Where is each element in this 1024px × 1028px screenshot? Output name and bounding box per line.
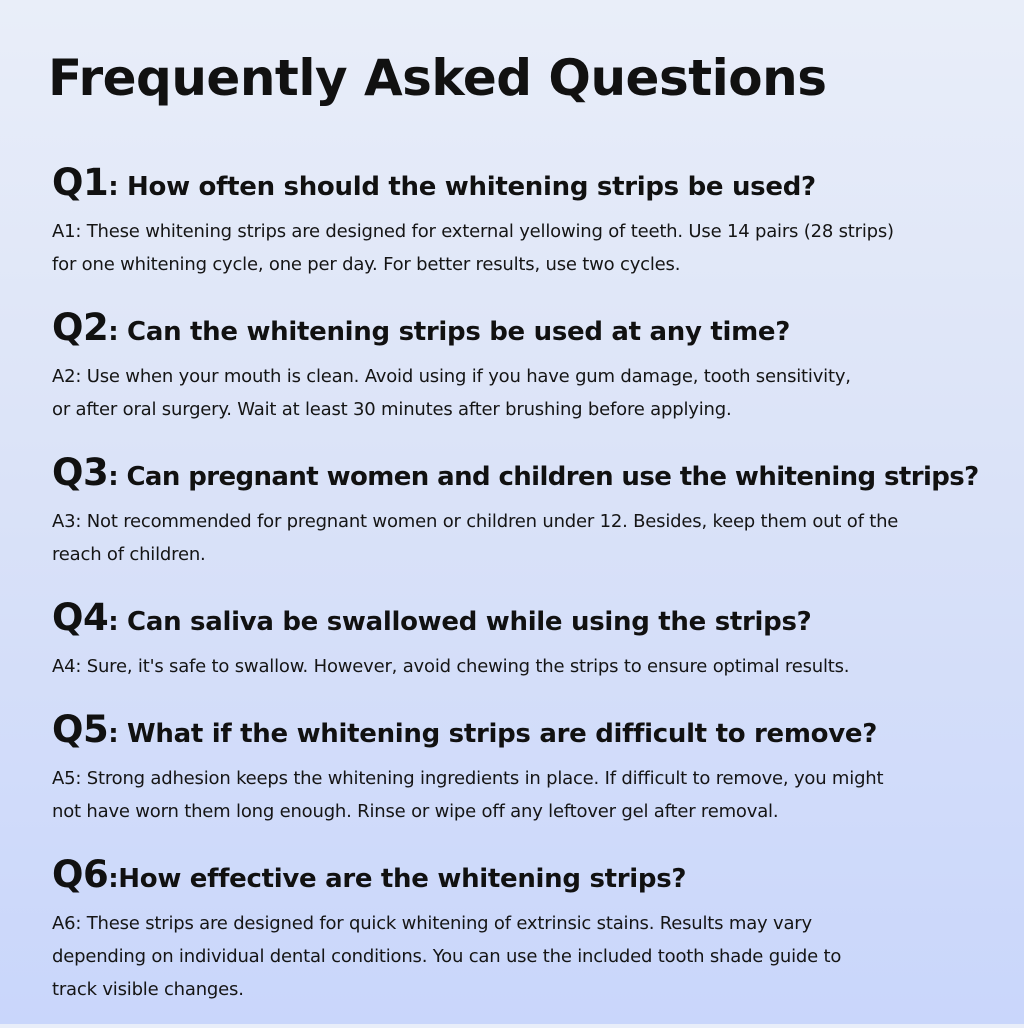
faq-item-6: [52, 850, 992, 1006]
faq-list: [52, 158, 992, 1028]
faq-answer-line: not have worn them long enough. Rinse or wipe off any leftover gel after removal.: [52, 801, 779, 822]
faq-answer-line: track visible changes.: [52, 979, 244, 1000]
question-text: : Can pregnant women and children use the whitening strips?: [108, 462, 979, 492]
faq-answer-line: A1: These whitening strips are designed for external yellowing of teeth. Use 14 pairs (28 strips): [52, 221, 894, 242]
faq-answer-line: A6: These strips are designed for quick whitening of extrinsic stains. Results may vary: [52, 913, 812, 934]
question-text: : How often should the whitening strips be used?: [108, 172, 816, 202]
faq-item-3: [52, 448, 992, 571]
question-text: : What if the whitening strips are difficult to remove?: [108, 719, 877, 749]
question-text: : Can the whitening strips be used at any time?: [108, 317, 791, 347]
faq-answer-line: A4: Sure, it's safe to swallow. However, avoid chewing the strips to ensure optimal results.: [52, 656, 850, 677]
faq-answer-line: or after oral surgery. Wait at least 30 minutes after brushing before applying.: [52, 399, 732, 420]
faq-item-1: [52, 158, 992, 281]
faq-answer-line: reach of children.: [52, 544, 206, 565]
faq-question-5: [52, 705, 992, 762]
faq-answer-line: A3: Not recommended for pregnant women or children under 12. Besides, keep them out of the: [52, 511, 899, 532]
question-number: Q6: [52, 853, 109, 896]
faq-answer-line: for one whitening cycle, one per day. For better results, use two cycles.: [52, 254, 681, 275]
faq-question-4: [52, 593, 992, 650]
page-title: Frequently Asked Questions: [48, 49, 827, 107]
question-text: : Can saliva be swallowed while using the strips?: [108, 607, 812, 637]
faq-question-3: [52, 448, 992, 505]
question-text: :How effective are the whitening strips?: [108, 864, 687, 894]
question-number: Q1: [52, 161, 109, 204]
faq-item-2: [52, 303, 992, 426]
faq-item-5: [52, 705, 992, 828]
faq-question-6: [52, 850, 992, 907]
question-number: Q3: [52, 451, 109, 494]
faq-question-2: [52, 303, 992, 360]
question-number: Q2: [52, 306, 109, 349]
faq-answer-line: depending on individual dental conditions. You can use the included tooth shade guide to: [52, 946, 842, 967]
question-number: Q4: [52, 596, 109, 639]
question-number: Q5: [52, 708, 109, 751]
faq-answer-line: A5: Strong adhesion keeps the whitening ingredients in place. If difficult to remove, you might: [52, 768, 884, 789]
faq-item-4: [52, 593, 992, 683]
faq-question-1: [52, 158, 992, 215]
faq-answer-line: A2: Use when your mouth is clean. Avoid using if you have gum damage, tooth sensitivity,: [52, 366, 851, 387]
